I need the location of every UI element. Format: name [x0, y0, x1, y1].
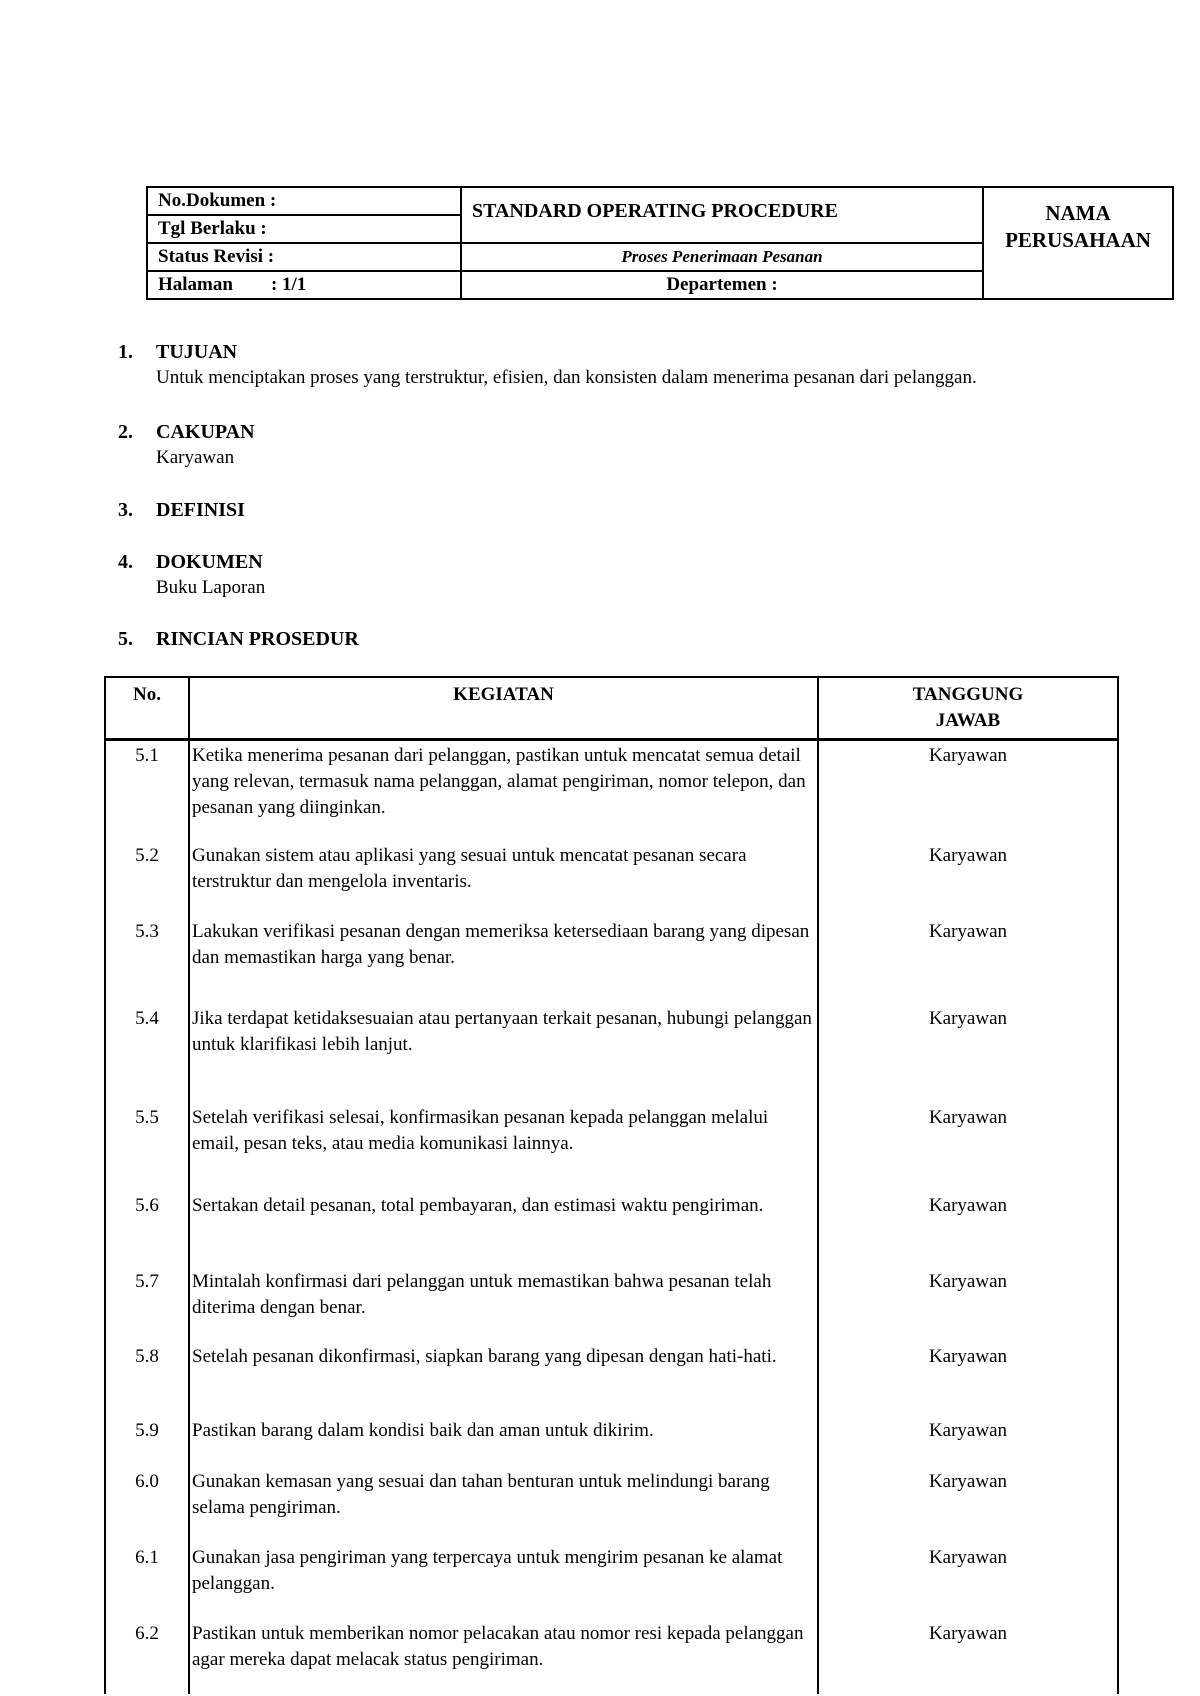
procedure-header-row [105, 677, 1118, 740]
tgl-berlaku-label: Tgl Berlaku : [147, 215, 461, 243]
section-cakupan [118, 421, 255, 469]
row-responsible: Karyawan [818, 1191, 1118, 1267]
col-header-responsible-line2: JAWAB [935, 710, 1001, 731]
col-header-no: No. [105, 677, 189, 740]
section-tujuan [118, 341, 977, 389]
no-dokumen-label: No.Dokumen : [147, 187, 461, 215]
section-number: 5. [118, 628, 133, 650]
row-activity: Pastikan barang dalam kondisi baik dan aman untuk dikirim. [189, 1416, 818, 1467]
col-header-responsible-line1: TANGGUNG [912, 684, 1024, 705]
table-row [105, 841, 1118, 917]
row-number: 5.2 [105, 841, 189, 917]
table-row [105, 1543, 1118, 1619]
row-activity: Gunakan sistem atau aplikasi yang sesuai untuk mencatat pesanan secara terstruktur dan mengelola inventaris. [189, 841, 818, 917]
row-responsible: Karyawan [818, 1467, 1118, 1543]
table-row [105, 1416, 1118, 1467]
row-responsible: Karyawan [818, 1342, 1118, 1416]
section-title: RINCIAN PROSEDUR [156, 628, 359, 650]
table-row [105, 1342, 1118, 1416]
company-name [983, 187, 1173, 299]
row-activity: Jika terdapat ketidaksesuaian atau pertanyaan terkait pesanan, hubungi pelanggan untuk klarifikasi lebih lanjut. [189, 1004, 818, 1103]
row-activity: Lakukan verifikasi pesanan dengan memeriksa ketersediaan barang yang dipesan dan memastikan harga yang benar. [189, 917, 818, 1004]
row-responsible: Karyawan [818, 1543, 1118, 1619]
document-header-table [146, 186, 1174, 300]
row-activity: Gunakan jasa pengiriman yang terpercaya untuk mengirim pesanan ke alamat pelanggan. [189, 1543, 818, 1619]
section-title: CAKUPAN [156, 421, 255, 443]
row-activity: Setelah verifikasi selesai, konfirmasikan pesanan kepada pelanggan melalui email, pesan teks, atau media komunikasi lainnya. [189, 1103, 818, 1191]
row-responsible: Karyawan [818, 917, 1118, 1004]
row-responsible: Karyawan [818, 1004, 1118, 1103]
table-row [105, 1103, 1118, 1191]
section-dokumen [118, 551, 265, 599]
row-number: 5.3 [105, 917, 189, 1004]
table-row [105, 1191, 1118, 1267]
row-responsible: Karyawan [818, 1619, 1118, 1694]
table-row [105, 1267, 1118, 1342]
section-definisi [118, 499, 245, 522]
col-header-activity: KEGIATAN [189, 677, 818, 740]
row-number: 6.2 [105, 1619, 189, 1694]
section-number: 2. [118, 421, 133, 443]
table-row [105, 1004, 1118, 1103]
company-name-line2: PERUSAHAAN [1005, 228, 1151, 252]
row-number: 5.4 [105, 1004, 189, 1103]
procedure-table [104, 676, 1119, 1694]
table-row [105, 740, 1118, 841]
section-title: TUJUAN [156, 341, 238, 363]
section-body: Karyawan [156, 447, 235, 468]
halaman-value: : 1/1 [270, 274, 307, 295]
status-revisi-label: Status Revisi : [147, 243, 461, 271]
row-activity: Setelah pesanan dikonfirmasi, siapkan barang yang dipesan dengan hati-hati. [189, 1342, 818, 1416]
row-responsible: Karyawan [818, 740, 1118, 841]
row-responsible: Karyawan [818, 1267, 1118, 1342]
row-activity: Gunakan kemasan yang sesuai dan tahan benturan untuk melindungi barang selama pengiriman. [189, 1467, 818, 1543]
row-activity: Mintalah konfirmasi dari pelanggan untuk memastikan bahwa pesanan telah diterima dengan benar. [189, 1267, 818, 1342]
row-activity: Ketika menerima pesanan dari pelanggan, pastikan untuk mencatat semua detail yang relevan, termasuk nama pelanggan, alamat pengiriman, nomor telepon, dan pesanan yang diinginkan. [189, 740, 818, 841]
section-number: 1. [118, 341, 133, 363]
row-number: 5.5 [105, 1103, 189, 1191]
col-header-responsible [818, 677, 1118, 740]
sop-title: STANDARD OPERATING PROCEDURE [461, 187, 983, 243]
row-number: 5.7 [105, 1267, 189, 1342]
section-number: 3. [118, 499, 133, 521]
row-number: 6.1 [105, 1543, 189, 1619]
row-number: 5.8 [105, 1342, 189, 1416]
section-number: 4. [118, 551, 133, 573]
row-responsible: Karyawan [818, 1103, 1118, 1191]
row-number: 5.1 [105, 740, 189, 841]
section-body: Buku Laporan [156, 577, 266, 598]
table-row [105, 917, 1118, 1004]
row-activity: Sertakan detail pesanan, total pembayaran, dan estimasi waktu pengiriman. [189, 1191, 818, 1267]
company-name-line1: NAMA [1045, 201, 1111, 225]
section-title: DOKUMEN [156, 551, 263, 573]
row-activity: Pastikan untuk memberikan nomor pelacakan atau nomor resi kepada pelanggan agar mereka dapat melacak status pengiriman. [189, 1619, 818, 1694]
row-number: 6.0 [105, 1467, 189, 1543]
row-responsible: Karyawan [818, 841, 1118, 917]
section-rincian-prosedur [118, 628, 359, 651]
row-responsible: Karyawan [818, 1416, 1118, 1467]
process-name: Proses Penerimaan Pesanan [461, 243, 983, 271]
table-row [105, 1467, 1118, 1543]
row-number: 5.9 [105, 1416, 189, 1467]
row-number: 5.6 [105, 1191, 189, 1267]
section-title: DEFINISI [156, 499, 245, 521]
halaman-label: Halaman [158, 274, 233, 295]
departemen-label: Departemen : [461, 271, 983, 299]
halaman-cell [147, 271, 461, 299]
table-row [105, 1619, 1118, 1694]
section-body: Untuk menciptakan proses yang terstruktur, efisien, dan konsisten dalam menerima pesanan dari pelanggan. [156, 367, 977, 388]
